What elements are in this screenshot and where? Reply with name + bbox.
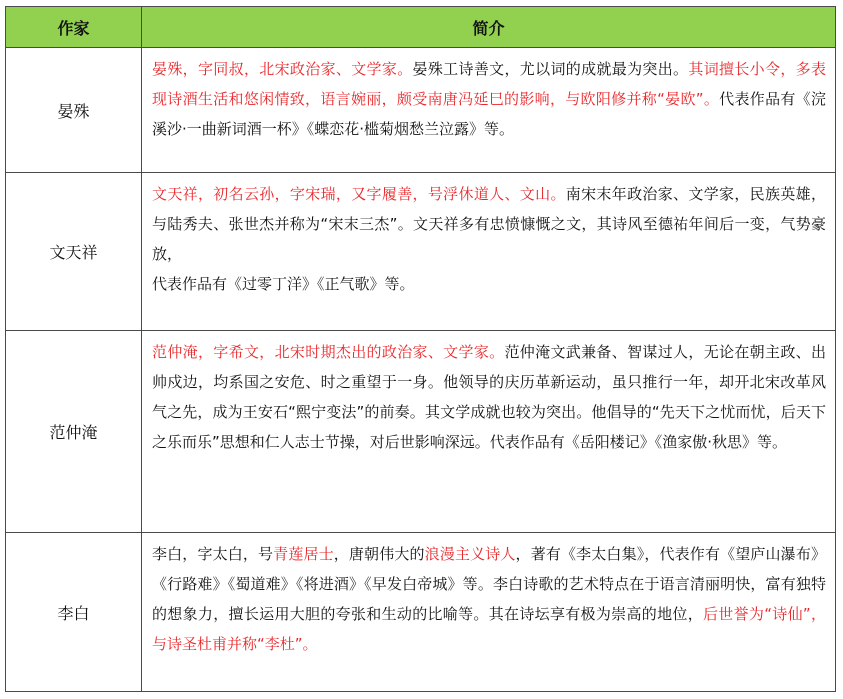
author-table-container [5,6,836,692]
intro-segment: 范仲淹，字希文，北宋时期杰出的政治家、文学家。 [152,343,505,361]
intro-segment: ，著有《李太白集》，代表作有《望庐山瀑布》《行路难》《蜀道难》《将进酒》《早发白帝城》等。李白诗歌的艺术特点在于语言清丽明快，富有独特的想象力，擅长运用大胆的夸张和生动的比喻等。其在诗坛享有极为崇高的地位， [152,545,826,623]
header-intro: 简介 [142,7,836,48]
author-intro [142,331,836,533]
author-name: 范仲淹 [6,331,142,533]
intro-segment: 代表作品有《浣溪沙·一曲新词酒一杯》《蝶恋花·槛菊烟愁兰泣露》等。 [152,90,826,138]
author-intro [142,173,836,331]
intro-segment: 南宋末年政治家、文学家，民族英雄，与陆秀夫、张世杰并称为“宋末三杰”。文天祥多有忠愤慷慨之文，其诗风至德祐年间后一变，气势豪放， [152,185,826,263]
table-row [6,48,836,173]
intro-segment: 晏殊工诗善文，尤以词的成就最为突出。 [412,60,689,78]
table-row [6,533,836,692]
intro-segment: 文天祥，初名云孙，字宋瑞，又字履善，号浮休道人、文山。 [152,185,566,203]
author-name: 晏殊 [6,48,142,173]
table-header-row [6,7,836,48]
intro-segment: 其词擅长小令，多表现诗酒生活和悠闲情致，语言婉丽，颇受南唐冯延巳的影响，与欧阳修并称“晏欧”。 [152,60,826,108]
intro-segment: 李白，字太白，号 [152,545,274,563]
intro-segment: 范仲淹文武兼备、智谋过人，无论在朝主政、出帅戍边，均系国之安危、时之重望于一身。他领导的庆历革新运动，虽只推行一年，却开北宋改革风气之先，成为王安石“熙宁变法”的前奏。其文学成就也较为突出。他倡导的“先天下之忧而忧，后天下之乐而乐”思想和仁人志士节操，对后世影响深远。代表作品有《岳阳楼记》《渔家傲·秋思》等。 [152,343,826,451]
table-row [6,331,836,533]
author-intro [142,533,836,692]
author-table [5,6,836,692]
author-name: 文天祥 [6,173,142,331]
author-name: 李白 [6,533,142,692]
intro-segment: 晏殊，字同叔，北宋政治家、文学家。 [152,60,413,78]
intro-segment: ，唐朝伟大的 [333,545,425,563]
intro-segment: 代表作品有《过零丁洋》《正气歌》等。 [152,275,415,293]
intro-segment: 后世誉为“诗仙”，与诗圣杜甫并称“李杜”。 [152,605,826,653]
intro-segment: 浪漫主义诗人 [424,545,516,563]
intro-segment: 青莲居士 [273,545,334,563]
author-intro [142,48,836,173]
table-row [6,173,836,331]
header-author: 作家 [6,7,142,48]
